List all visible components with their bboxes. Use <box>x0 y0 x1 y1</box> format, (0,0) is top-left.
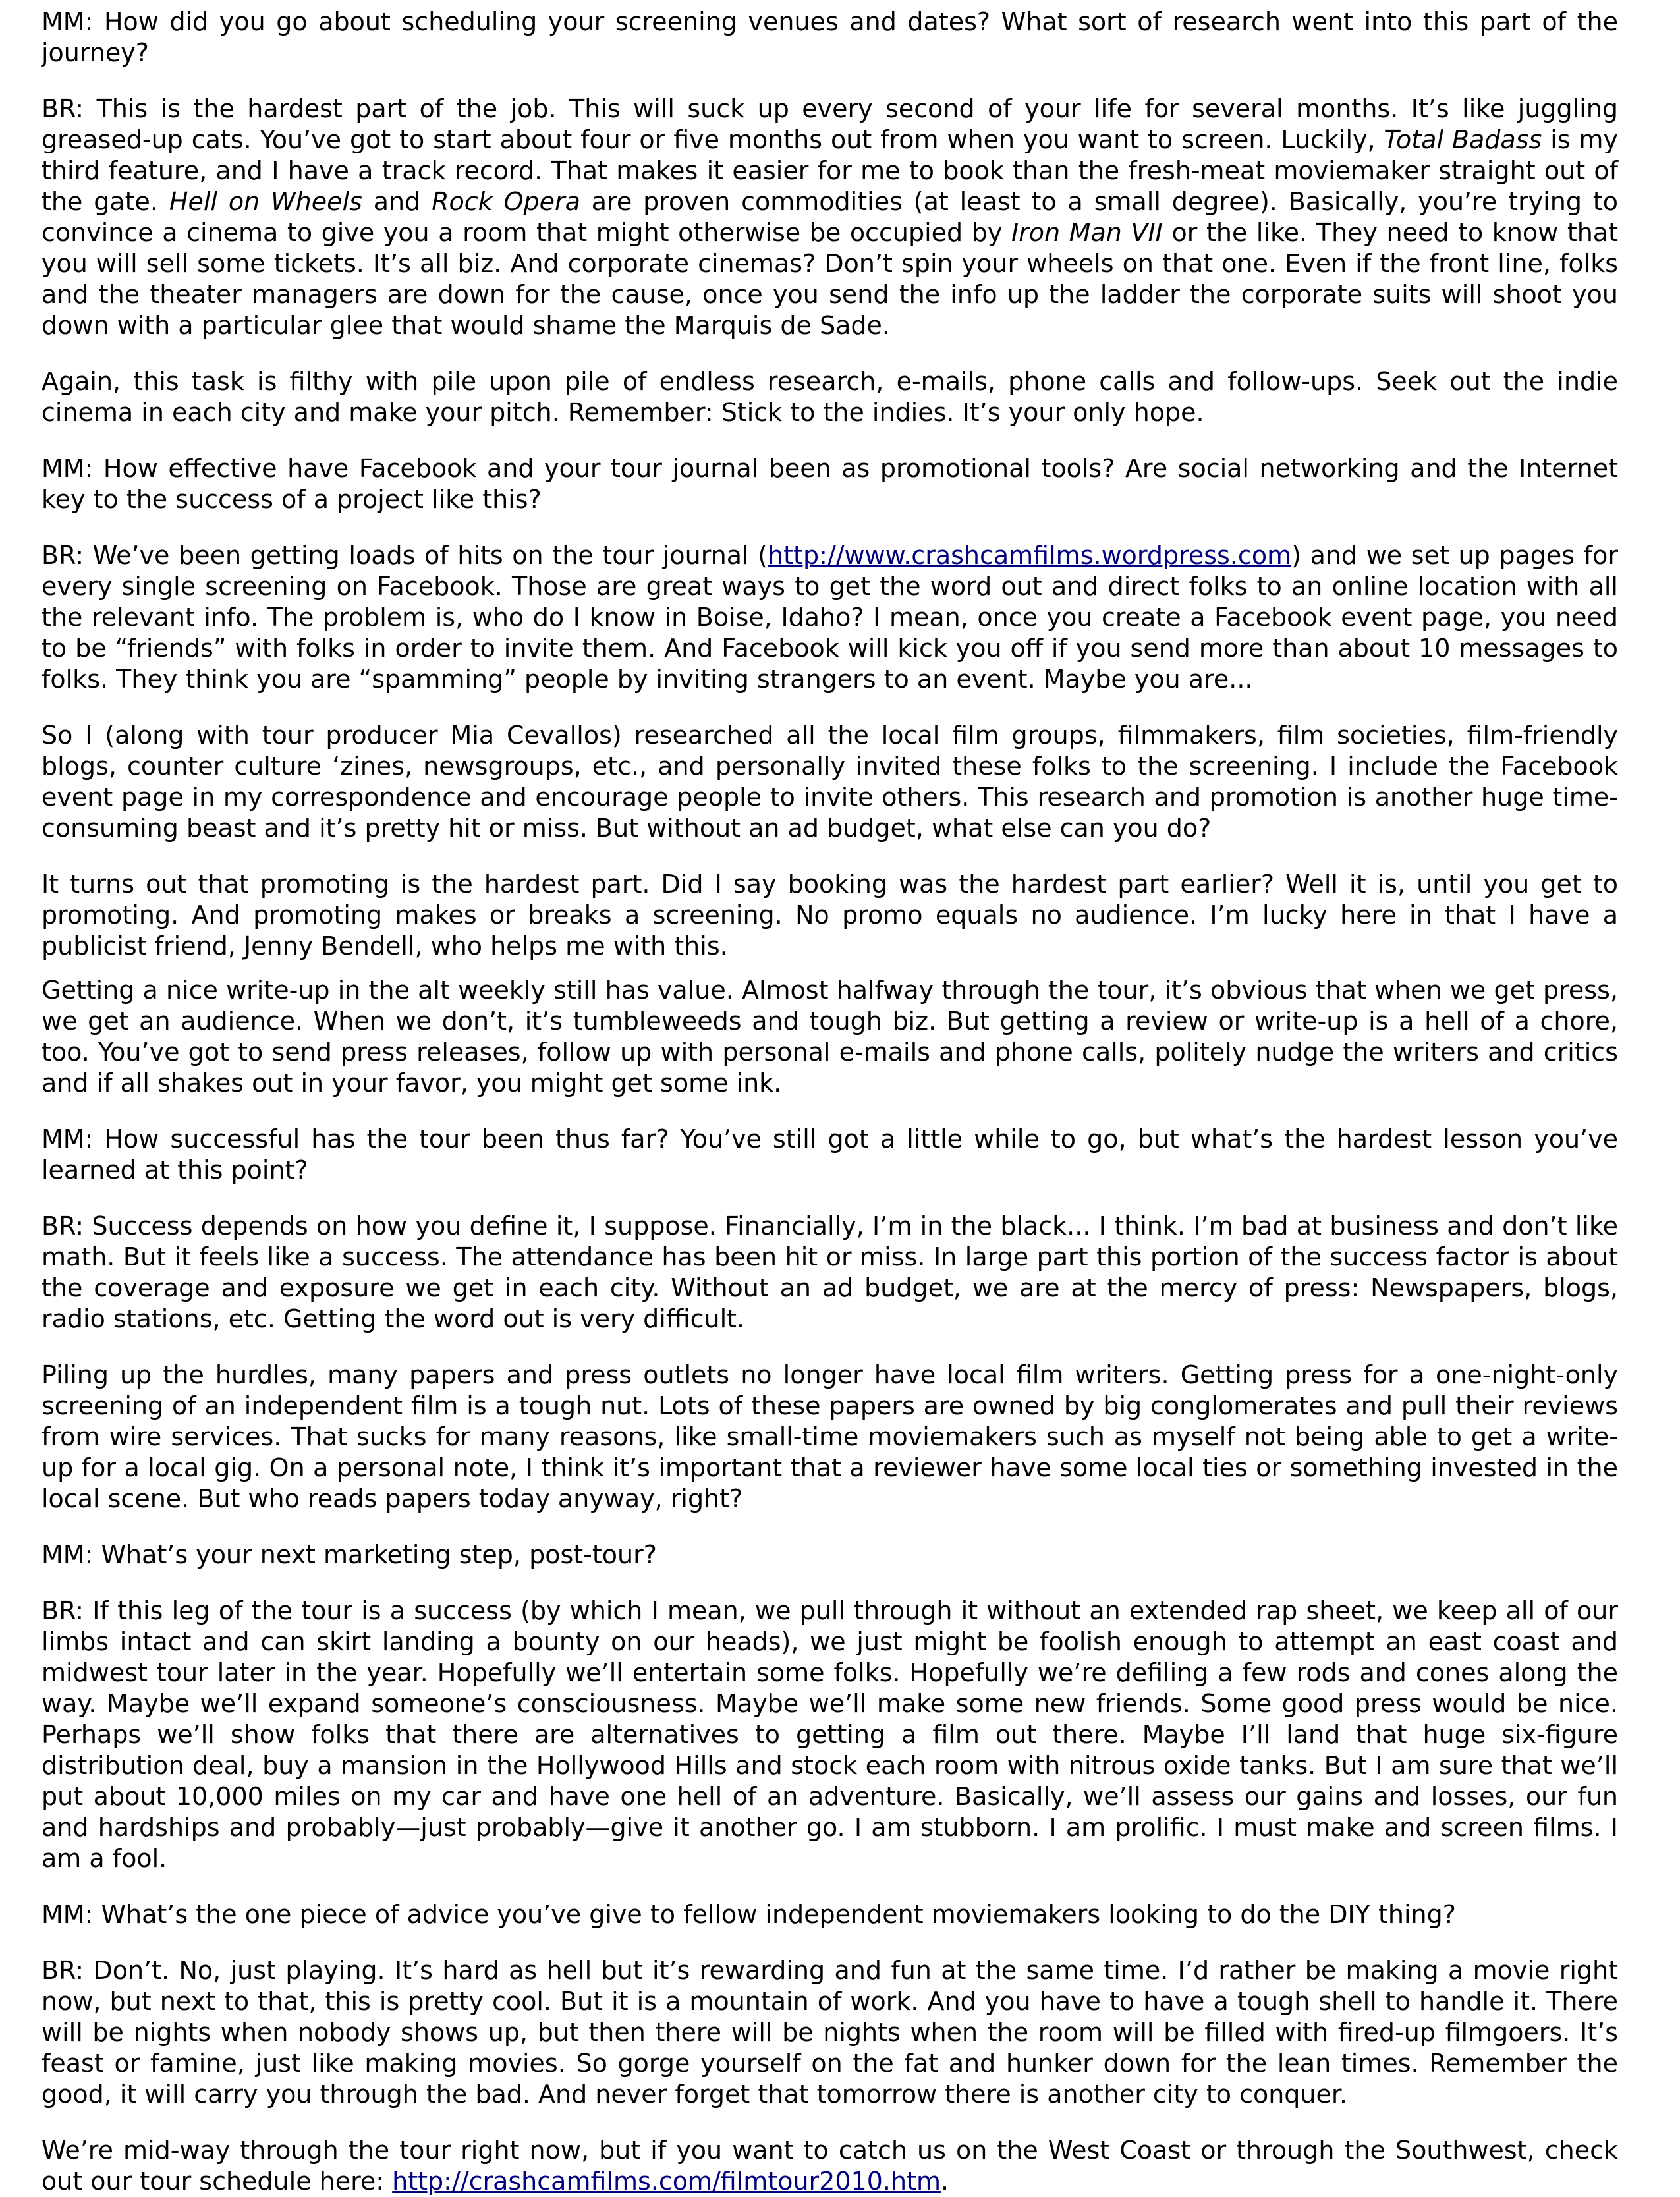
paragraph-body <box>42 720 1618 844</box>
film-title-iron-man-vii: Iron Man VII <box>1011 218 1163 247</box>
body-text: Getting a nice write-up in the alt weekly still has value. Almost halfway through the tour, it’s obvious that when we get press, we get an audience. When we don’t, it’s tumbleweeds and tough biz. But getting a review or write-up is a hell of a chore, too. You’ve got to send press releases, follow up with personal e-mails and phone calls, politely nudge the writers and critics and if all shakes out in your favor, you might get some ink. <box>42 976 1618 1098</box>
paragraph-interview-question <box>42 7 1618 69</box>
paragraph-interview-question <box>42 1124 1618 1186</box>
body-text: Piling up the hurdles, many papers and press outlets no longer have local film writers. Getting press for a one-night-only screening of an independent film is a tough nut. Lots of these papers are owned by big conglomerates and pull their reviews from wire services. That sucks for many reasons, like small-time moviemakers such as myself not being able to get a write-up for a local gig. On a personal note, I think it’s important that a reviewer have some local ties or something invested in the local scene. But who reads papers today anyway, right? <box>42 1360 1618 1513</box>
body-text: Again, this task is filthy with pile upon pile of endless research, e-mails, phone calls and follow-ups. Seek out the indie cinema in each city and make your pitch. Remember: Stick to the indies. It’s your only hope. <box>42 367 1618 427</box>
film-title-total-badass: Total Badass <box>1384 125 1542 154</box>
paragraph-interview-answer <box>42 1955 1618 2110</box>
answer-text: are proven commodities (at least to a small degree). Basically, you’re trying to convince a cinema to give you a room that might otherwise be occupied by <box>42 187 1618 247</box>
answer-text: BR: Success depends on how you define it, I suppose. Financially, I’m in the black... I think. I’m bad at business and don’t like math. But it feels like a success. The attendance has been hit or miss. In large part this portion of the success factor is about the coverage and exposure we get in each city. Without an ad budget, we are at the mercy of press: Newspapers, blogs, radio stations, etc. Getting the word out is very difficult. <box>42 1211 1618 1333</box>
body-text: It turns out that promoting is the hardest part. Did I say booking was the hardest part earlier? Well it is, until you get to promoting. And promoting makes or breaks a screening. No promo equals no audience. I’m lucky here in that I have a publicist friend, Jenny Bendell, who helps me with this. <box>42 870 1618 960</box>
paragraph-body <box>42 975 1618 1099</box>
closing-text: We’re mid-way through the tour right now, but if you want to catch us on the West Coast or through the Southwest, check out our tour schedule here: <box>42 2136 1618 2196</box>
paragraph-body <box>42 1360 1618 1515</box>
question-next-step-text: MM: What’s your next marketing step, post-tour? <box>42 1540 657 1569</box>
paragraph-interview-question <box>42 1540 1618 1571</box>
answer-text: is my third feature, and I have a track record. That makes it easier for me to book than the fresh-meat moviemaker straight out of the gate. <box>42 125 1618 216</box>
tour-schedule-link[interactable]: http://crashcamfilms.com/filmtour2010.htm <box>392 2167 941 2196</box>
paragraph-interview-answer <box>42 1596 1618 1874</box>
document-page <box>42 7 1618 2197</box>
answer-text: or the like. They need to know that you will sell some tickets. It’s all biz. And corporate cinemas? Don’t spin your wheels on that one. Even if the front line, folks and the theater managers are down for the cause, once you send the info up the ladder the corporate suits will shoot you down with a particular glee that would shame the Marquis de Sade. <box>42 218 1618 340</box>
film-title-rock-opera: Rock Opera <box>432 187 580 216</box>
answer-text: BR: We’ve been getting loads of hits on the tour journal ( <box>42 541 768 570</box>
paragraph-interview-answer <box>42 94 1618 341</box>
question-advice-text: MM: What’s the one piece of advice you’ve give to fellow independent moviemakers looking to do the DIY thing? <box>42 1900 1456 1929</box>
answer-text: ) and we set up pages for every single screening on Facebook. Those are great ways to get the word out and direct folks to an online location with all the relevant info. The problem is, who do I know in Boise, Idaho? I mean, once you create a Facebook event page, you need to be “friends” with folks in order to invite them. And Facebook will kick you off if you send more than about 10 messages to folks. They think you are “spamming” people by inviting strangers to an event. Maybe you are... <box>42 541 1618 694</box>
tour-journal-link[interactable]: http://www.crashcamfilms.wordpress.com <box>768 541 1292 570</box>
paragraph-interview-question <box>42 453 1618 515</box>
closing-text: . <box>940 2167 949 2196</box>
question-success-text: MM: How successful has the tour been thus far? You’ve still got a little while to go, but what’s the hardest lesson you’ve learned at this point? <box>42 1125 1618 1184</box>
answer-text: BR: If this leg of the tour is a success (by which I mean, we pull through it without an extended rap sheet, we keep all of our limbs intact and can skirt landing a bounty on our heads), we just might be foolish enough to attempt an east coast and midwest tour later in the year. Hopefully we’ll entertain some folks. Hopefully we’re defiling a few rods and cones along the way. Maybe we’ll expand someone’s consciousness. Maybe we’ll make some new friends. Some good press would be nice. Perhaps we’ll show folks that there are alternatives to getting a film out there. Maybe I’ll land that huge six-figure distribution deal, buy a mansion in the Hollywood Hills and stock each room with nitrous oxide tanks. But I am sure that we’ll put about 10,000 miles on my car and have one hell of an adventure. Basically, we’ll assess our gains and losses, our fun and hardships and probably—just probably—give it another go. I am stubborn. I am prolific. I must make and screen films. I am a fool. <box>42 1596 1618 1873</box>
paragraph-interview-answer <box>42 1211 1618 1335</box>
answer-text: BR: This is the hardest part of the job. This will suck up every second of your life for several months. It’s like juggling greased-up cats. You’ve got to start about four or five months out from when you want to screen. Luckily, <box>42 94 1618 154</box>
question-facebook-text: MM: How effective have Facebook and your tour journal been as promotional tools? Are social networking and the Internet key to the success of a project like this? <box>42 454 1618 514</box>
paragraph-body <box>42 869 1618 962</box>
body-text: So I (along with tour producer Mia Cevallos) researched all the local film groups, filmmakers, film societies, film-friendly blogs, counter culture ‘zines, newsgroups, etc., and personally invited these folks to the screening. I include the Facebook event page in my correspondence and encourage people to invite others. This research and promotion is another huge time-consuming beast and it’s pretty hit or miss. But without an ad budget, what else can you do? <box>42 721 1618 843</box>
answer-text: and <box>362 187 432 216</box>
paragraph-body <box>42 366 1618 428</box>
film-title-hell-on-wheels: Hell on Wheels <box>169 187 362 216</box>
answer-text: BR: Don’t. No, just playing. It’s hard as hell but it’s rewarding and fun at the same time. I’d rather be making a movie right now, but next to that, this is pretty cool. But it is a mountain of work. And you have to have a tough shell to handle it. There will be nights when nobody shows up, but then there will be nights when the room will be filled with fired-up filmgoers. It’s feast or famine, just like making movies. So gorge yourself on the fat and hunker down for the lean times. Remember the good, it will carry you through the bad. And never forget that tomorrow there is another city to conquer. <box>42 1956 1618 2109</box>
question-scheduling-text: MM: How did you go about scheduling your screening venues and dates? What sort of research went into this part of the journey? <box>42 7 1618 67</box>
paragraph-closing <box>42 2135 1618 2197</box>
paragraph-interview-question <box>42 1899 1618 1930</box>
paragraph-interview-answer <box>42 540 1618 695</box>
